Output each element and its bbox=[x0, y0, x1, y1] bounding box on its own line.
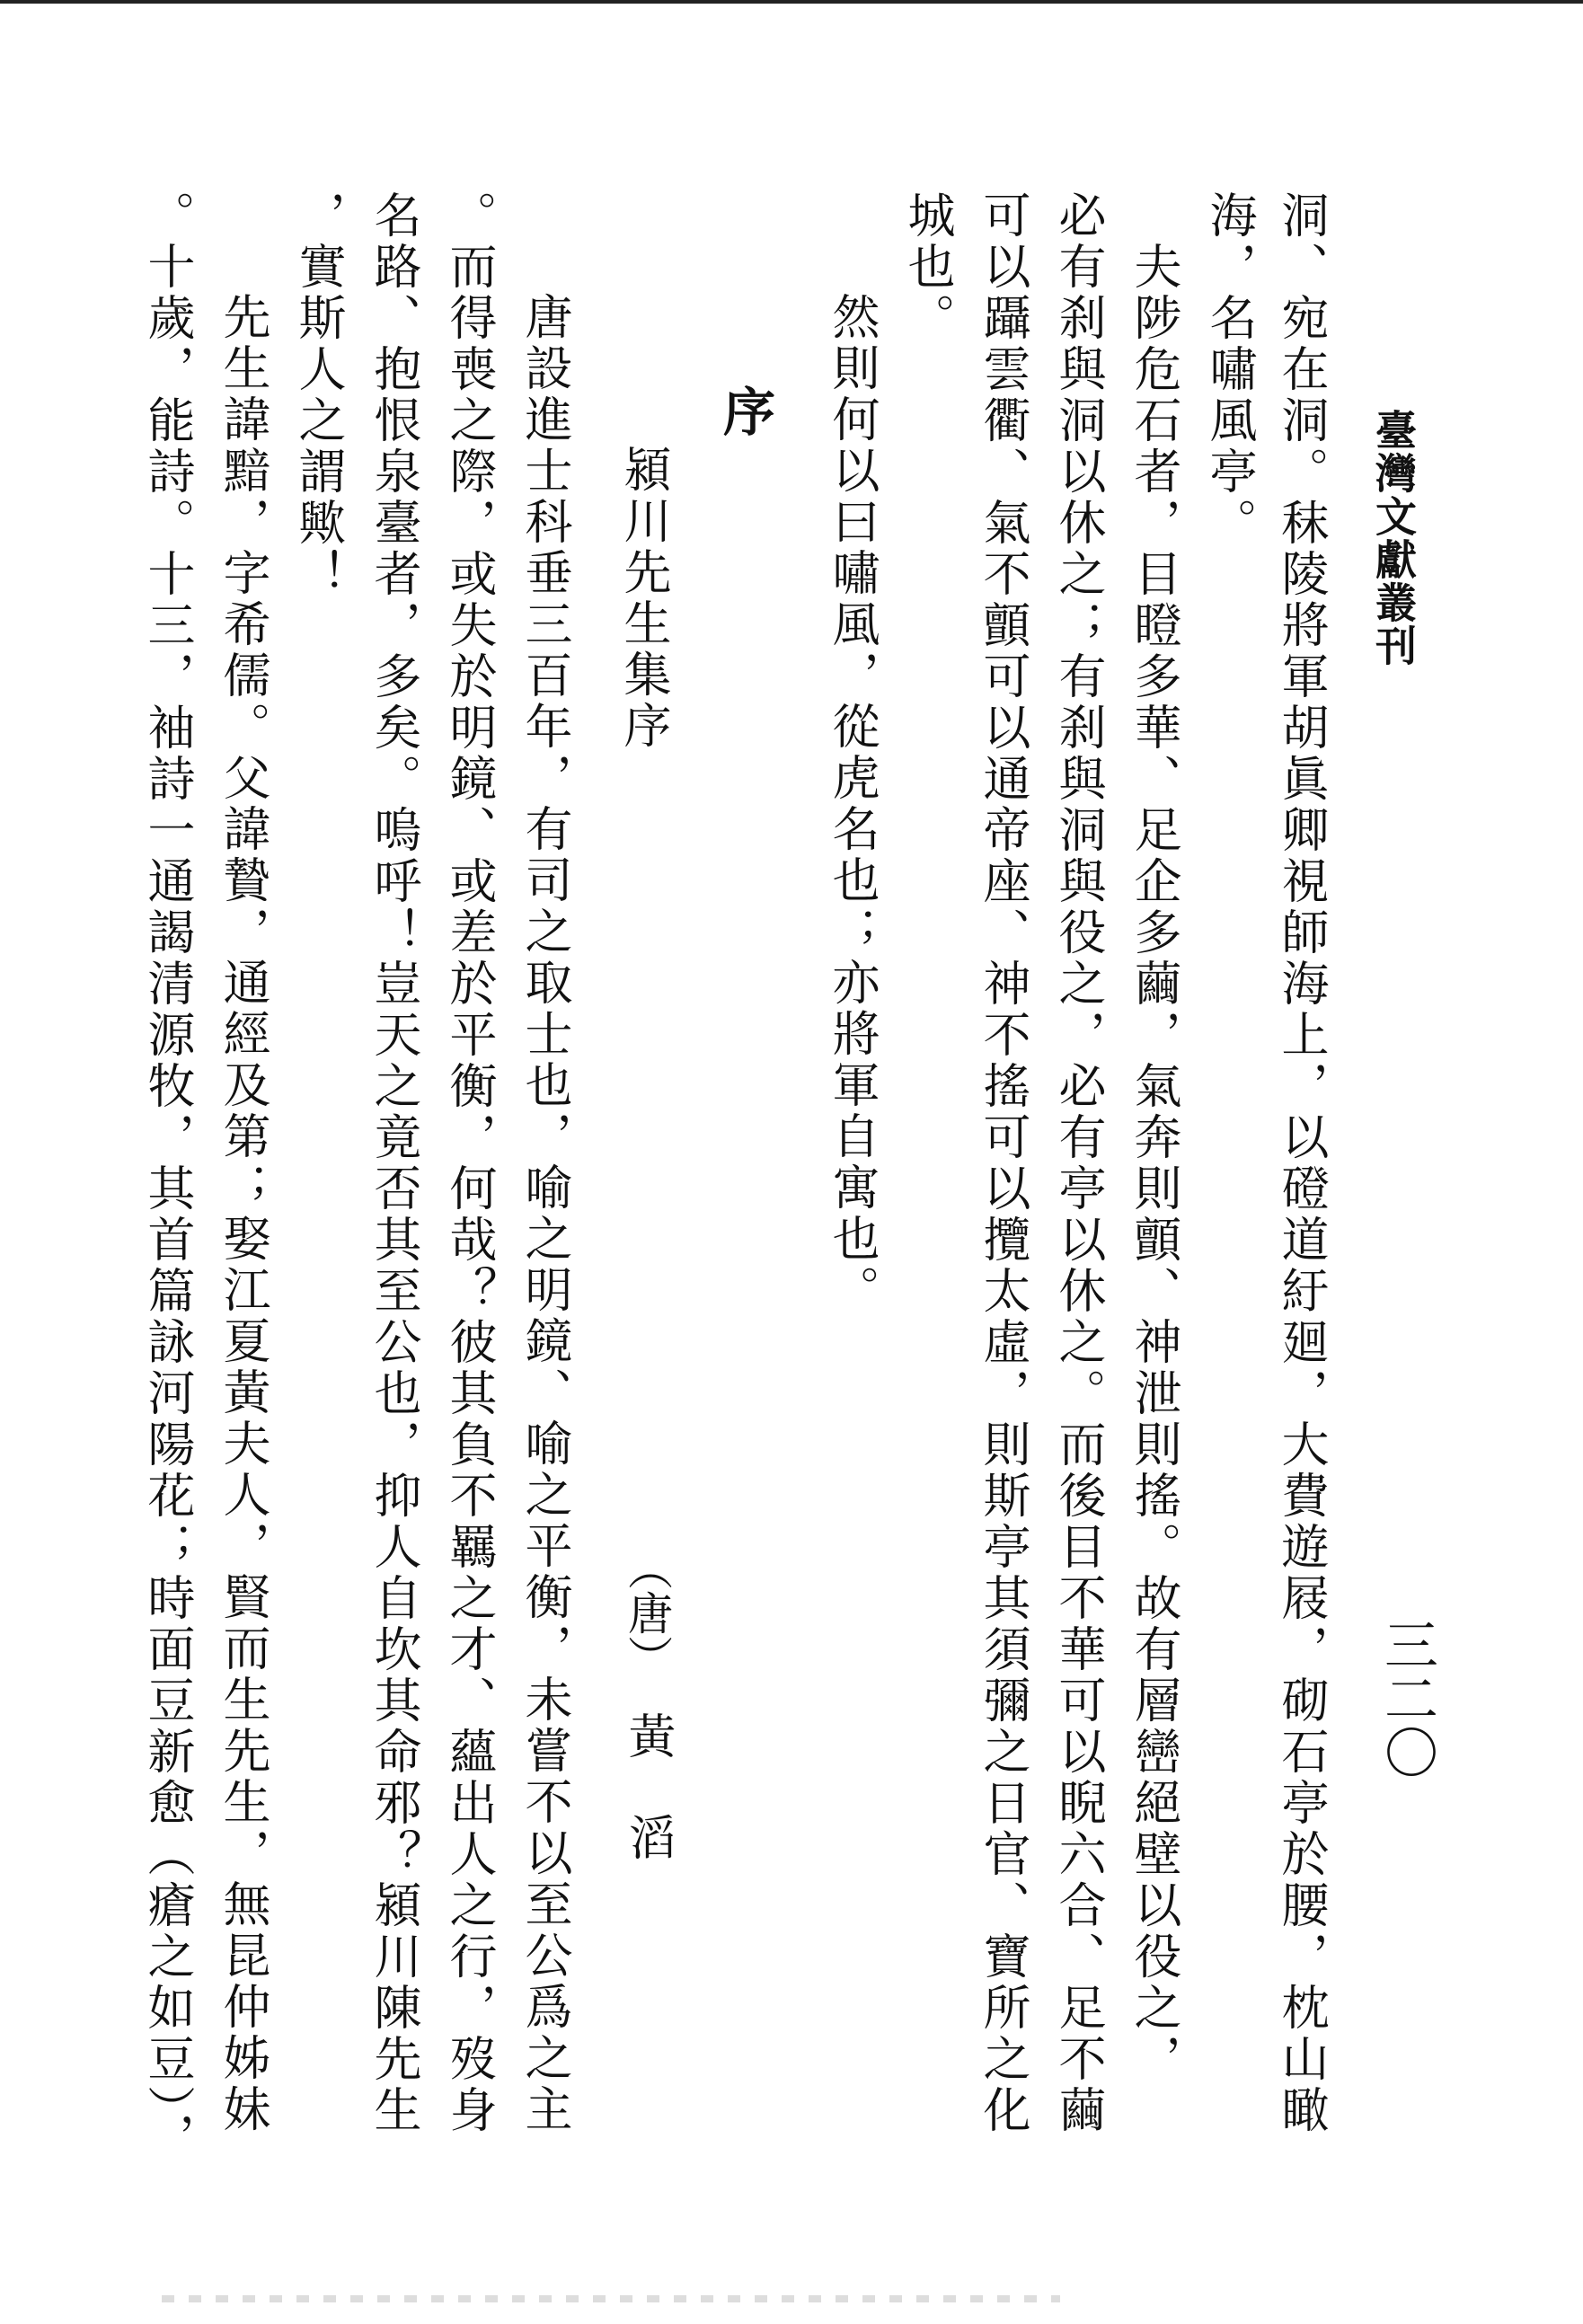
text-column: 唐設進士科垂三百年，有司之取士也，喻之明鏡、喻之平衡，未嘗不以至公爲之主 bbox=[517, 241, 572, 2135]
top-border-rule bbox=[0, 0, 1583, 4]
author-dynasty: （唐） bbox=[621, 1545, 673, 1680]
section-heading: 序 bbox=[714, 384, 775, 437]
running-header-title: 臺灣文獻叢刊 bbox=[1369, 409, 1418, 667]
text-column: 城也。 bbox=[900, 190, 955, 344]
text-column: 名路、抱恨泉臺者，多矣。嗚呼！豈天之竟否其至公也，抑人自坎其命邪？潁川陳先生 bbox=[367, 190, 421, 2136]
text-column: 然則何以曰嘯風，從虎名也；亦將軍自寓也。 bbox=[825, 241, 880, 1316]
text-column: 海，名嘯風亭。 bbox=[1202, 190, 1257, 549]
page-number: 三二〇 bbox=[1375, 1617, 1438, 1779]
text-column: 可以躡雲衢、氣不顫可以通帝座、神不搖可以攬太虛，則斯亭其須彌之日官、寶所之化 bbox=[976, 190, 1030, 2136]
preface-title: 潁川先生集序 bbox=[616, 445, 671, 752]
text-column: 洞、宛在洞。秣陵將軍胡眞卿視師海上，以磴道紆廻，大費遊屐，砌石亭於腰，枕山瞰 bbox=[1274, 190, 1329, 2136]
text-column: ，實斯人之謂歟！ bbox=[291, 190, 346, 600]
text-column: 夫陟危石者，目瞪多華、足企多繭，氣奔則顫、神泄則搖。故有層巒絕壁以役之， bbox=[1127, 190, 1181, 2085]
text-column: 先生諱黯，字希儒。父諱贄，通經及第；娶江夏黃夫人，賢而生先生，無昆仲姊妹 bbox=[216, 241, 270, 2135]
text-column: 。十歲，能詩。十三，袖詩一通謁清源牧，其首篇詠河陽花；時面豆新愈（瘡之如豆）， bbox=[140, 190, 195, 2164]
author-name: 黃滔 bbox=[621, 1711, 676, 1914]
text-column: 。而得喪之際，或失於明鏡、或差於平衡，何哉？彼其負不羈之才、蘊出人之行，歿身 bbox=[442, 190, 497, 2136]
scan-artifact bbox=[162, 2295, 1060, 2302]
text-column: 必有刹與洞以休之；有刹與洞與役之，必有亭以休之。而後目不華可以睨六合、足不繭 bbox=[1051, 190, 1106, 2136]
